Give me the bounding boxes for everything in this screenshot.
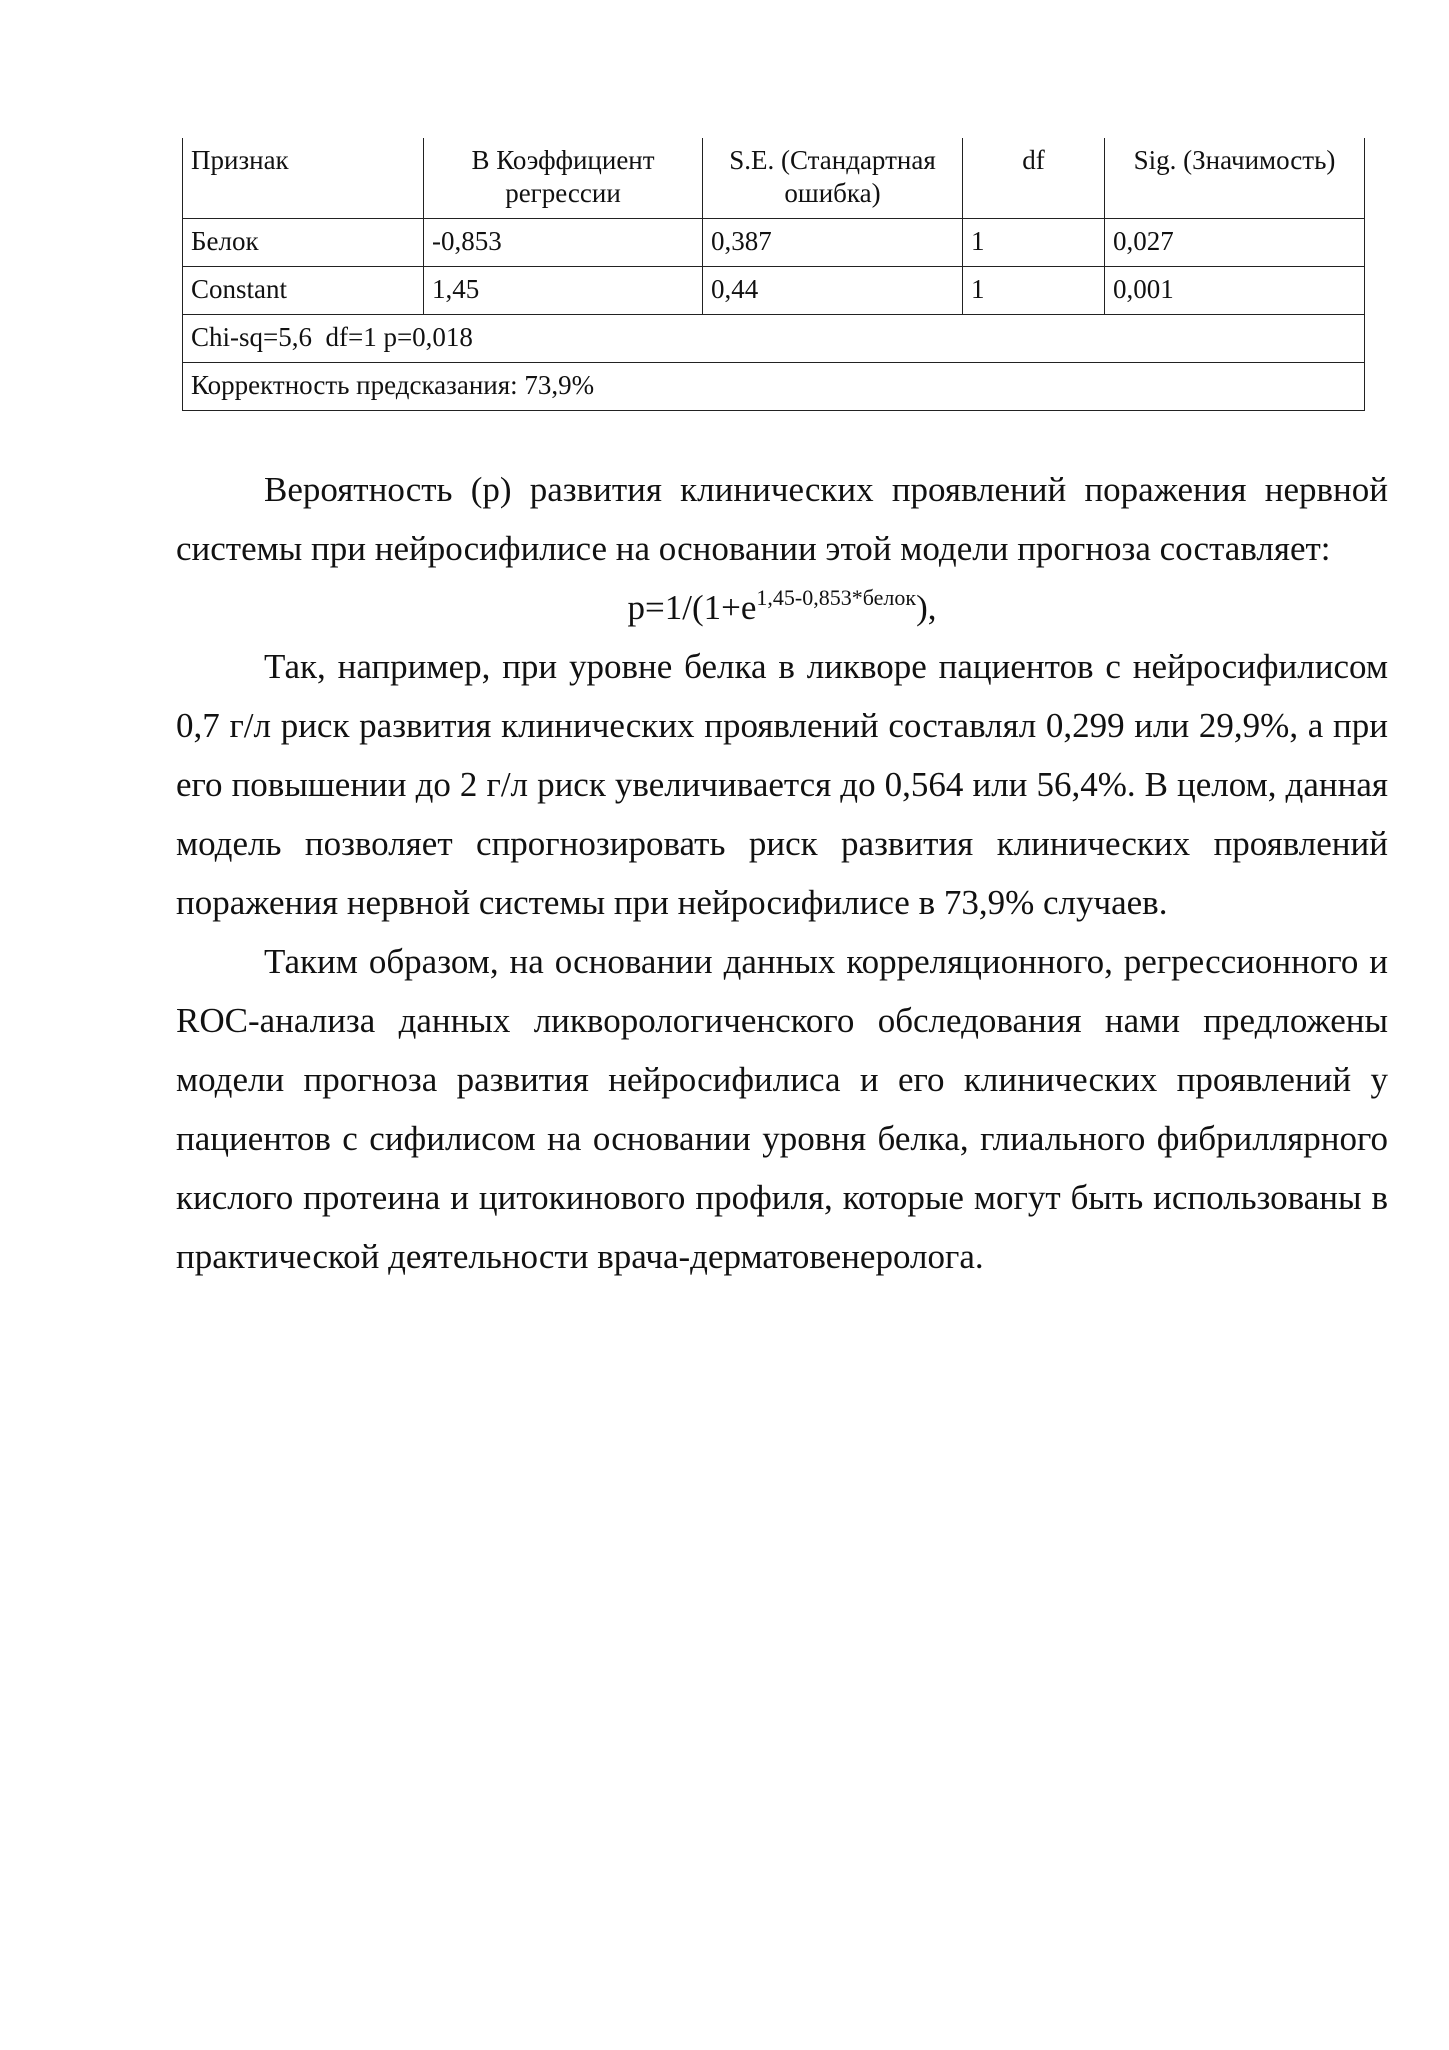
header-cell-std-error: S.E. (Стандартная ошибка) (703, 138, 963, 219)
table-cell: 0,027 (1105, 219, 1365, 267)
paragraph-conclusion: Таким образом, на основании данных корреляционного, регрессионного и ROC-анализа данных ликворологиченского обследования нами предложены модели прогноза развития нейросифилиса и его клинических проявлений у пациентов с сифилисом на основании уровня белка, глиального фибриллярного кислого протеина и цитокинового профиля, которые могут быть использованы в практической деятельности врача-дерматовенеролога. (176, 942, 1388, 1276)
table-header-row (183, 138, 1365, 219)
table-cell: Белок (183, 219, 424, 267)
header-cell-significance: Sig. (Значимость) (1105, 138, 1365, 219)
formula (176, 578, 1388, 637)
table-cell: 0,387 (703, 219, 963, 267)
formula-exponent: 1,45-0,853*белок (756, 585, 917, 610)
paragraph-probability: Вероятность (р) развития клинических проявлений поражения нервной системы при нейросифилисе на основании этой модели прогноза составляет: (176, 470, 1388, 568)
table-cell: 1,45 (424, 267, 703, 315)
formula-end: ), (916, 588, 937, 627)
header-cell-coefficient: В Коэффициент регрессии (424, 138, 703, 219)
table-cell: Constant (183, 267, 424, 315)
table-cell: 1 (963, 219, 1105, 267)
table-cell: -0,853 (424, 219, 703, 267)
table-cell: 1 (963, 267, 1105, 315)
table-cell: 0,44 (703, 267, 963, 315)
table-row (183, 219, 1365, 267)
chi-square-cell: Chi-sq=5,6 df=1 p=0,018 (183, 315, 1365, 363)
table-row (183, 267, 1365, 315)
header-cell-df: df (963, 138, 1105, 219)
header-cell-feature: Признак (183, 138, 424, 219)
regression-table (182, 138, 1365, 411)
table-row-chi (183, 315, 1365, 363)
formula-main: p=1/(1+e (627, 588, 757, 627)
paragraph-example: Так, например, при уровне белка в ликворе пациентов с нейросифилисом 0,7 г/л риск развития клинических проявлений составлял 0,299 или 29,9%, а при его повышении до 2 г/л риск увеличивается до 0,564 или 56,4%. В целом, данная модель позволяет спрогнозировать риск развития клинических проявлений поражения нервной системы при нейросифилисе в 73,9% случаев. (176, 647, 1388, 922)
table-row-accuracy (183, 363, 1365, 411)
table-cell: 0,001 (1105, 267, 1365, 315)
accuracy-cell: Корректность предсказания: 73,9% (183, 363, 1365, 411)
body-text (176, 460, 1388, 1286)
